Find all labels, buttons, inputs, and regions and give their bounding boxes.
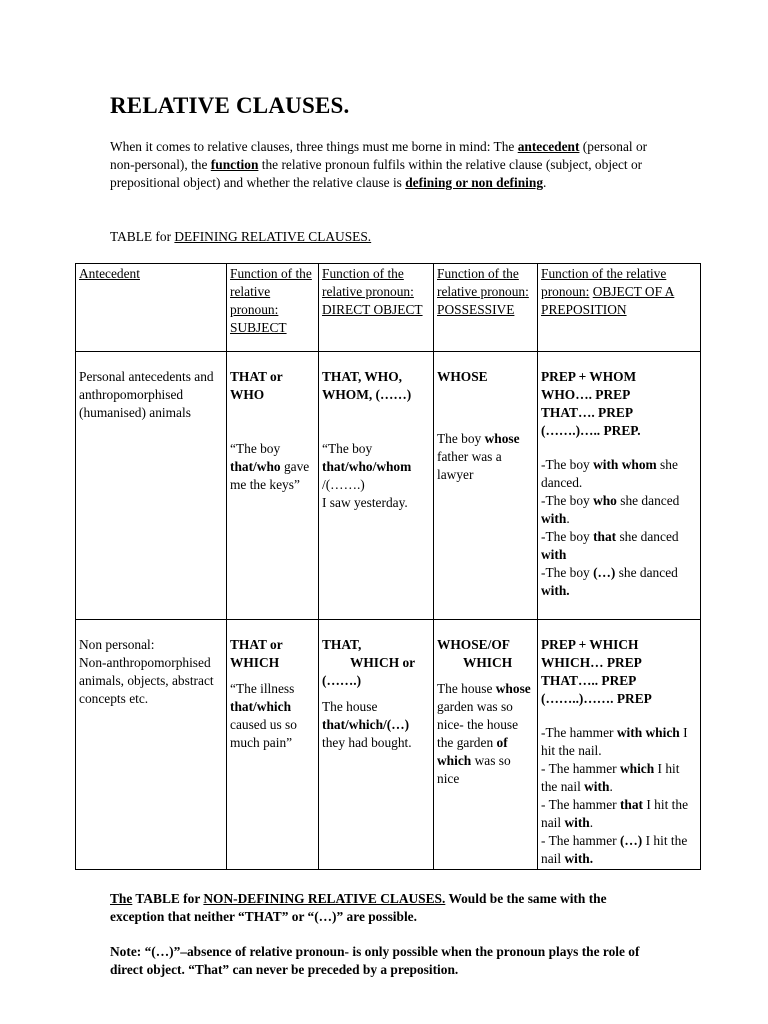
prep-pattern: WHICH… PREP bbox=[541, 655, 642, 670]
table-row-nonpersonal bbox=[76, 620, 701, 870]
example-preposition: with bbox=[541, 511, 567, 526]
example-text: they had bought. bbox=[322, 735, 412, 750]
personal-possessive-pronoun: WHOSE bbox=[437, 369, 488, 384]
example-preposition: with. bbox=[541, 583, 570, 598]
example-text: -The boy bbox=[541, 529, 594, 544]
example-pronoun: (…) bbox=[619, 833, 643, 848]
footer-non-defining-title: NON-DEFINING RELATIVE CLAUSES. bbox=[203, 891, 446, 906]
footer-text: Would be the same with the exception that neither “THAT” or “(…)” are possible. bbox=[110, 891, 607, 924]
footer-the: The bbox=[110, 891, 133, 906]
nonpersonal-object-pronouns: (…….) bbox=[322, 673, 362, 688]
header-function-label: Function of the relative pronoun: bbox=[230, 266, 312, 317]
cell-personal-prep-object bbox=[538, 352, 701, 620]
example-preposition: with bbox=[584, 779, 610, 794]
example-pronoun: that bbox=[593, 529, 617, 544]
nonpersonal-subject-pronouns: THAT or WHICH bbox=[230, 637, 283, 670]
nonpersonal-possessive-pronoun: WHICH bbox=[463, 655, 513, 670]
header-function-label: Function of the relative pronoun: bbox=[541, 266, 667, 299]
header-prep-object-label: OBJECT OF A PREPOSITION bbox=[541, 284, 675, 317]
example-text: caused us so much pain” bbox=[230, 717, 297, 750]
header-function-label: Function of the relative pronoun: bbox=[322, 266, 414, 299]
example-text: . bbox=[589, 815, 594, 830]
example-text: - The hammer bbox=[541, 833, 620, 848]
prep-pattern: PREP + WHOM bbox=[541, 369, 637, 384]
example-text: - The hammer bbox=[541, 797, 620, 812]
nonpersonal-object-pronouns: THAT, bbox=[322, 637, 362, 652]
example-text: “The boy bbox=[230, 441, 281, 456]
nonpersonal-object-pronouns: WHICH or bbox=[350, 655, 416, 670]
example-text: she danced bbox=[616, 529, 679, 544]
example-text: The boy bbox=[437, 431, 485, 446]
intro-function-term: function bbox=[210, 157, 259, 172]
example-text: -The hammer bbox=[541, 725, 617, 740]
prep-pattern: THAT…. PREP bbox=[541, 405, 634, 420]
prep-pattern: PREP + WHICH bbox=[541, 637, 639, 652]
table-header-row bbox=[76, 264, 701, 352]
personal-object-pronouns: THAT, WHO, WHOM, (……) bbox=[322, 369, 412, 402]
example-text: -The boy bbox=[541, 457, 594, 472]
intro-antecedent-term: antecedent bbox=[517, 139, 580, 154]
header-prep-object bbox=[538, 264, 701, 352]
non-defining-note bbox=[110, 890, 650, 926]
header-possessive bbox=[434, 264, 538, 352]
example-pronoun: with which bbox=[616, 725, 680, 740]
prep-pattern: WHO…. PREP bbox=[541, 387, 631, 402]
intro-defining-term: defining or non defining bbox=[405, 175, 544, 190]
example-text: she danced bbox=[615, 565, 678, 580]
header-antecedent bbox=[76, 264, 227, 352]
example-pronoun: which bbox=[619, 761, 655, 776]
example-text: . bbox=[609, 779, 613, 794]
example-text: The house bbox=[322, 699, 378, 714]
header-direct-object-label: DIRECT OBJECT bbox=[322, 302, 423, 317]
footnote: Note: “(…)”–absence of relative pronoun- is only possible when the pronoun plays the role of direct object. “That” can never be preceded by a preposition. bbox=[110, 944, 640, 977]
example-text: she danced. bbox=[541, 457, 678, 490]
nonpersonal-antecedent-text: Non-anthropomorphised animals, objects, abstract concepts etc. bbox=[79, 655, 214, 706]
example-text: I hit the nail bbox=[541, 833, 688, 866]
example-preposition: with bbox=[541, 547, 567, 562]
example-text: I saw yesterday. bbox=[322, 495, 408, 510]
header-direct-object bbox=[319, 264, 434, 352]
table-row-personal bbox=[76, 352, 701, 620]
personal-antecedent-text: Personal antecedents and anthropomorphised (humanised) animals bbox=[79, 369, 214, 420]
cell-nonpersonal-possessive bbox=[434, 620, 538, 870]
example-text: -The boy bbox=[541, 493, 594, 508]
example-pronoun: (…) bbox=[593, 565, 616, 580]
prep-pattern: (…….)….. PREP. bbox=[541, 423, 641, 438]
nonpersonal-antecedent-title: Non personal: bbox=[79, 637, 155, 652]
example-preposition: with. bbox=[564, 851, 594, 866]
cell-personal-direct-object bbox=[319, 352, 434, 620]
prep-pattern: (……..)……. PREP bbox=[541, 691, 652, 706]
cell-nonpersonal-subject bbox=[227, 620, 319, 870]
cell-personal-antecedent bbox=[76, 352, 227, 620]
page-title: RELATIVE CLAUSES. bbox=[110, 93, 350, 118]
nonpersonal-possessive-pronoun: WHOSE/OF bbox=[437, 637, 510, 652]
example-text: “The boy bbox=[322, 441, 373, 456]
cell-personal-possessive bbox=[434, 352, 538, 620]
caption-prefix: TABLE for bbox=[110, 229, 175, 244]
header-antecedent-label: Antecedent bbox=[79, 266, 140, 281]
caption-title: DEFINING RELATIVE CLAUSES. bbox=[174, 229, 372, 244]
cell-personal-subject bbox=[227, 352, 319, 620]
intro-text: . bbox=[543, 175, 547, 190]
example-text: . bbox=[566, 511, 570, 526]
example-text: I hit the nail bbox=[541, 761, 680, 794]
example-text: I hit the nail bbox=[541, 797, 689, 830]
example-pronoun: whose bbox=[484, 431, 520, 446]
personal-subject-pronouns: THAT or WHO bbox=[230, 369, 283, 402]
example-text: garden was so nice- the house the garden bbox=[437, 699, 519, 750]
example-pronoun: with whom bbox=[593, 457, 657, 472]
example-pronoun: that/who bbox=[230, 459, 281, 474]
header-possessive-label: POSSESSIVE bbox=[437, 302, 515, 317]
cell-nonpersonal-antecedent bbox=[76, 620, 227, 870]
example-pronoun: that/which bbox=[230, 699, 292, 714]
intro-paragraph bbox=[110, 138, 670, 192]
footer-text: TABLE for bbox=[132, 891, 204, 906]
intro-text: When it comes to relative clauses, three things must me borne in mind: The bbox=[110, 139, 518, 154]
example-text: I hit the nail. bbox=[541, 725, 688, 758]
prep-pattern: THAT….. PREP bbox=[541, 673, 637, 688]
intro-text: the relative pronoun fulfils within the relative clause (subject, object or prepositional object) and whether the relative clause is bbox=[110, 157, 643, 190]
header-subject-label: SUBJECT bbox=[230, 320, 287, 335]
example-pronoun: that bbox=[619, 797, 644, 812]
intro-text: (personal or non-personal), the bbox=[110, 139, 648, 172]
example-preposition: with bbox=[564, 815, 590, 830]
example-text: “The illness bbox=[230, 681, 295, 696]
example-text: father was a lawyer bbox=[437, 449, 502, 482]
table-caption bbox=[110, 229, 371, 245]
example-text: The house bbox=[437, 681, 496, 696]
defining-clauses-table bbox=[75, 263, 701, 870]
example-text: was so nice bbox=[437, 753, 511, 786]
example-pronoun: that/who/whom bbox=[322, 459, 412, 474]
example-pronoun: that/which/(…) bbox=[322, 717, 410, 732]
example-text: -The boy bbox=[541, 565, 594, 580]
example-text: /(…….) bbox=[322, 477, 365, 492]
header-subject bbox=[227, 264, 319, 352]
cell-nonpersonal-prep-object bbox=[538, 620, 701, 870]
example-text: gave me the keys” bbox=[230, 459, 310, 492]
example-text: she danced bbox=[616, 493, 680, 508]
example-text: - The hammer bbox=[541, 761, 620, 776]
cell-nonpersonal-direct-object bbox=[319, 620, 434, 870]
header-function-label: Function of the relative pronoun: bbox=[437, 266, 529, 299]
example-pronoun: of which bbox=[437, 735, 508, 768]
example-pronoun: whose bbox=[495, 681, 531, 696]
example-pronoun: who bbox=[593, 493, 617, 508]
